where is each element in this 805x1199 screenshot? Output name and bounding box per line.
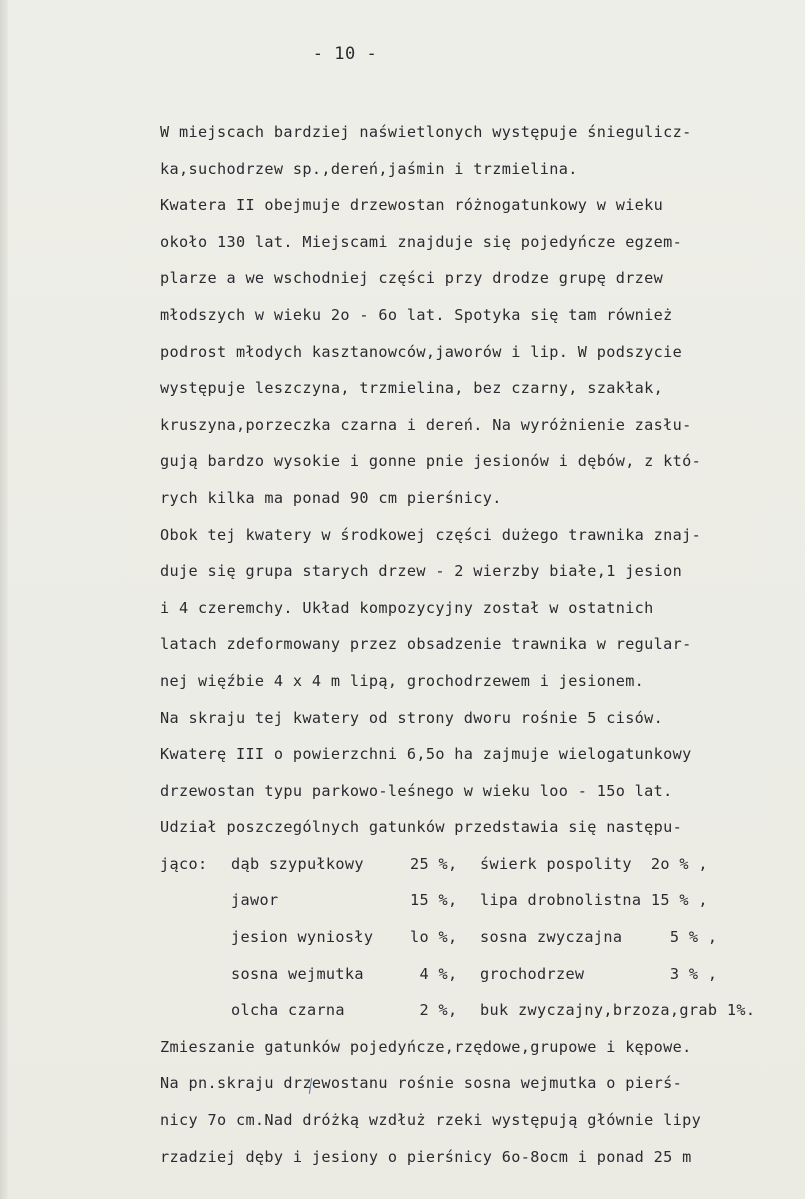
text-line: około 130 lat. Miejscami znajduje się pojedyńcze egzem- — [160, 232, 683, 251]
text-line: nej więźbie 4 x 4 m lipą, grochodrzewem i jesionem. — [160, 671, 645, 690]
text-line: drzewostan typu parkowo-leśnego w wieku loo - 15o lat. — [160, 781, 673, 800]
text-line: Kwatera II obejmuje drzewostan różnogatunkowy w wieku — [160, 196, 664, 215]
text-line: plarze a we wschodniej części przy drodze grupę drzew — [160, 269, 664, 288]
species-name: jawor — [231, 891, 279, 910]
text-line: gują bardzo wysokie i gonne pnie jesionów i dębów, z któ- — [160, 452, 702, 471]
species-row — [160, 919, 790, 956]
species-name: olcha czarna — [231, 1001, 345, 1020]
species-right: grochodrzew 3 % , — [480, 964, 718, 983]
species-right: lipa drobnolistna 15 % , — [480, 891, 708, 910]
text-line: rych kilka ma ponad 90 cm pierśnicy. — [160, 488, 502, 507]
table-lead: jąco: — [160, 854, 208, 873]
text-line: rzadziej dęby i jesiony o pierśnicy 6o-8ocm i ponad 25 m — [160, 1147, 692, 1166]
text-line: Obok tej kwatery w środkowej części dużego trawnika znaj- — [160, 525, 702, 544]
species-right: świerk pospolity 2o % , — [480, 854, 708, 873]
species-right: sosna zwyczajna 5 % , — [480, 928, 718, 947]
species-right: buk zwyczajny,brzoza,grab 1%. — [480, 1001, 756, 1020]
text-line: Zmieszanie gatunków pojedyńcze,rzędowe,grupowe i kępowe. — [160, 1037, 692, 1056]
text-line: i 4 czeremchy. Układ kompozycyjny został w ostatnich — [160, 598, 654, 617]
text-line: młodszych w wieku 2o - 6o lat. Spotyka się tam również — [160, 305, 673, 324]
species-percent: lo %, — [410, 928, 458, 947]
species-row — [160, 992, 790, 1029]
text-line: kruszyna,porzeczka czarna i dereń. Na wyróżnienie zasłu- — [160, 415, 692, 434]
text-line: W miejscach bardziej naświetlonych występuje śniegulicz- — [160, 123, 692, 141]
species-percent: 4 %, — [410, 964, 458, 983]
text-line: podrost młodych kasztanowców,jaworów i lip. W podszycie — [160, 342, 683, 361]
page-number: - 10 - — [312, 44, 378, 64]
species-row — [160, 882, 790, 919]
text-line: ka,suchodrzew sp.,dereń,jaśmin i trzmielina. — [160, 159, 578, 178]
species-row — [160, 846, 790, 883]
text-line: Kwaterę III o powierzchni 6,5o ha zajmuje wielogatunkowy — [160, 745, 692, 764]
page-edge-shadow — [0, 0, 8, 1199]
body-text — [160, 114, 790, 1175]
text-line: Na skraju tej kwatery od strony dworu rośnie 5 cisów. — [160, 708, 664, 727]
text-line: nicy 7o cm.Nad dróżką wzdłuż rzeki występują głównie lipy — [160, 1111, 702, 1130]
species-row — [160, 956, 790, 993]
species-name: dąb szypułkowy — [231, 854, 364, 873]
species-name: sosna wejmutka — [231, 964, 364, 983]
text-line: Na pn.skraju drzewostanu rośnie sosna wejmutka o pierś- — [160, 1074, 683, 1093]
text-line: Udział poszczególnych gatunków przedstawia się następu- — [160, 818, 683, 837]
species-percent: 2 %, — [410, 1001, 458, 1020]
text-line: występuje leszczyna, trzmielina, bez czarny, szakłak, — [160, 379, 664, 398]
species-name: jesion wyniosły — [231, 928, 374, 947]
text-line: duje się grupa starych drzew - 2 wierzby białe,1 jesion — [160, 562, 683, 581]
species-percent: 25 %, — [410, 854, 458, 873]
text-line: latach zdeformowany przez obsadzenie trawnika w regular- — [160, 635, 692, 654]
species-percent: 15 %, — [410, 891, 458, 910]
